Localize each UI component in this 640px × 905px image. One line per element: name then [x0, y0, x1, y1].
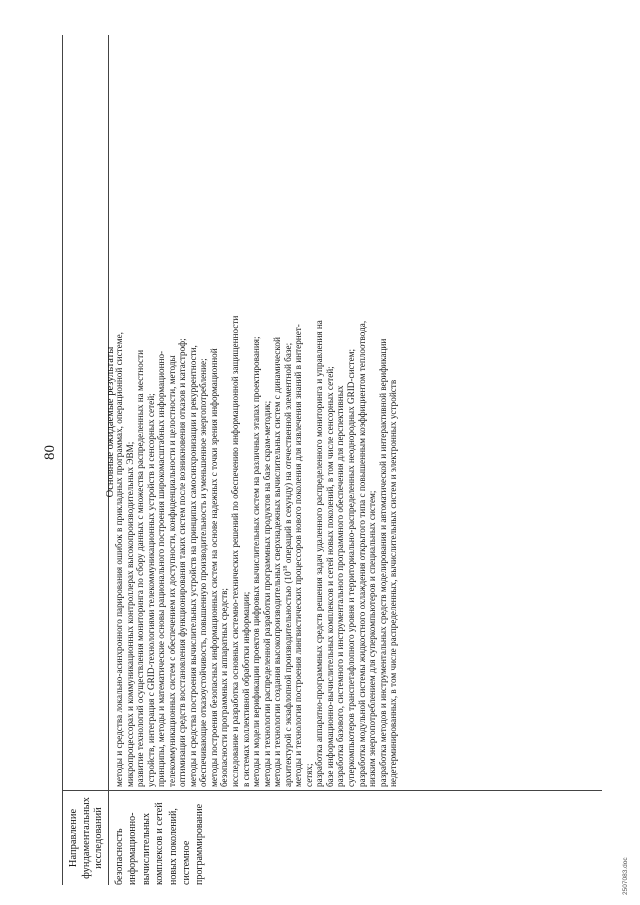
result-line: методы и средства локально-асинхронного парирования ошибок в прикладных программах, операционной системе,	[114, 332, 124, 787]
result-line: недетерминированных, в том числе распределенных, вычислительных систем и электронных устройств	[388, 379, 399, 787]
result-line: сетях;	[303, 763, 314, 787]
result-line: суперкомпьютеров транспетафлопного уровня и территориально-распределенных неоднородных GRID-систем;	[346, 348, 357, 787]
result-line: в системах коллективной обработки информации;	[240, 591, 251, 787]
result-line: устройств, интеграция с GRID-технологиями телекоммуникационных устройств и сенсорных сетей;	[145, 393, 156, 787]
result-line: методы и технологии распределенной разработки программных продуктов на базе скрам-методик;	[261, 400, 272, 787]
column-header-results: Основные ожидаемые результаты	[105, 346, 116, 498]
result-line: оптимизации средств восстановления функционирования таких систем после возникновения отказов и катастроф;	[177, 338, 188, 787]
result-line: развитие технологий осуществления мониторинга по сбору данных с множества распределенных на местности	[135, 349, 146, 787]
result-line: разработка аппаратно-программных средств решения задач удаленного распределенного мониторинга и управления на	[314, 320, 325, 787]
result-line: базе информационно-вычислительных комплексов и сетей новых поколений, в том числе сенсорных сетей;	[324, 366, 335, 787]
result-line: телекоммуникационных систем с обеспечением их доступности, конфиденциальности и целостности, методы	[166, 355, 177, 787]
result-line: разработка методов и инструментальных средств моделирования и автоматической и интерактивной верификации	[377, 338, 388, 787]
result-line: обеспечивающие отказоустойчивость, повышенную производительность и уменьшенное энергопотребление;	[198, 358, 209, 787]
results-cell	[114, 47, 399, 787]
table-top-border	[62, 35, 63, 885]
column-header-direction: Направление фундаментальных исследований	[68, 797, 104, 879]
page-number: 80	[42, 445, 58, 460]
result-line: методы построения безопасных информационных систем на основе надежных с точки зрения информационной	[208, 348, 219, 787]
result-line: исследование и разработка основных системно-технических решений по обеспечению информационной защищенности	[230, 315, 241, 787]
result-line: безопасности программных и аппаратных средств;	[219, 588, 230, 787]
result-line-superscript: архитектурой с экзафлопной производительностью ($10^{18}$ операций в секунду) на отечественной элементной базе;	[282, 342, 293, 787]
result-line: разработка базового, системного и инструментального программного обеспечения для перспективных	[335, 385, 346, 787]
result-line: микропроцессорах и коммуникационных контроллерах высокопроизводительных ЭВМ;	[124, 441, 135, 787]
result-line: методы и модели верификации проектов цифровых вычислительных систем на различных этапах проектирования;	[251, 336, 262, 787]
direction-cell: безопасность информационно-вычислительных комплексов и сетей новых поколений, системное программирование	[114, 802, 206, 885]
footer-code: 2507083.doc	[622, 857, 629, 895]
result-line: низким энергопотреблением для суперкомпьютеров и специальных систем;	[367, 490, 378, 787]
result-line: разработка модульной системы жидкостного охлаждения открытого типа с повышенным коэффициентом теплоотвода,	[356, 320, 367, 787]
result-line: методы и технология построения лингвистических процессоров нового поколения для извлечения знаний в интернет-	[293, 324, 304, 787]
result-line: принципы, методы и математические основы рационального построения широкомасштабных информационно-	[156, 350, 167, 787]
result-line: методы и технологии создания высокопроизводительных сверхнадежных вычислительных систем с динамической	[272, 337, 283, 787]
result-line: методы и средства построения вычислительных устройств на принципах самосинхронизации и рекуррентности,	[187, 345, 198, 787]
